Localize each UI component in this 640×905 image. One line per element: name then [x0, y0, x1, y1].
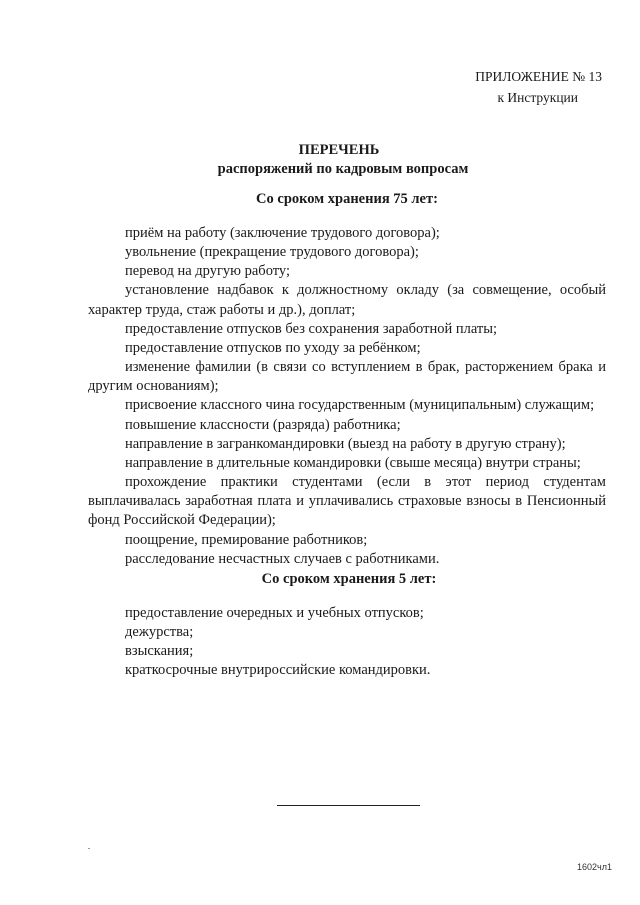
list-item: направление в загранкомандировки (выезд на работу в другую страну); [125, 435, 566, 452]
appendix-header [475, 66, 602, 108]
scan-speck [88, 848, 90, 849]
list-item: расследование несчастных случаев с работниками. [125, 550, 440, 567]
list-item: приём на работу (заключение трудового договора); [125, 225, 440, 241]
section-heading-5-years: Со сроком хранения 5 лет: [261, 571, 437, 587]
section-list-75-years [88, 224, 606, 569]
section-list-5-years [88, 604, 606, 681]
list-item: предоставление отпусков по уходу за ребёнком; [125, 339, 421, 356]
list-item: прохождение практики студентами (если в этот период студентам выплачивалась заработная плата и уплачивались страховые взносы в Пенсионный фонд Российской Федерации); [88, 474, 606, 529]
appendix-reference: к Инструкции [497, 90, 578, 105]
list-item: установление надбавок к должностному окладу (за совмещение, особый характер труда, стаж работы и др.), доплат; [88, 282, 606, 318]
appendix-label: ПРИЛОЖЕНИЕ № 13 [475, 69, 602, 84]
list-item: взыскания; [125, 643, 194, 660]
title-line-1: ПЕРЕЧЕНЬ [298, 142, 380, 158]
list-item: увольнение (прекращение трудового договора); [125, 244, 419, 261]
list-item: перевод на другую работу; [125, 263, 290, 280]
list-item: предоставление отпусков без сохранения заработной платы; [125, 320, 498, 337]
list-item: предоставление очередных и учебных отпусков; [125, 605, 424, 621]
list-item: изменение фамилии (в связи со вступлением в брак, расторжением брака и другим основаниям); [88, 359, 606, 395]
document-code: 1602чл1 [577, 862, 612, 872]
list-item: поощрение, премирование работников; [125, 531, 368, 548]
list-item: присвоение классного чина государственным (муниципальным) служащим; [125, 397, 595, 414]
list-item: краткосрочные внутрироссийские командировки. [125, 662, 431, 679]
document-title [0, 141, 640, 179]
list-item: повышение классности (разряда) работника; [125, 416, 401, 433]
closing-rule [277, 805, 420, 806]
title-line-2: распоряжений по кадровым вопросам [217, 161, 469, 177]
section-heading-75-years: Со сроком хранения 75 лет: [256, 191, 438, 207]
list-item: дежурства; [125, 624, 194, 641]
list-item: направление в длительные командировки (свыше месяца) внутри страны; [125, 454, 581, 471]
